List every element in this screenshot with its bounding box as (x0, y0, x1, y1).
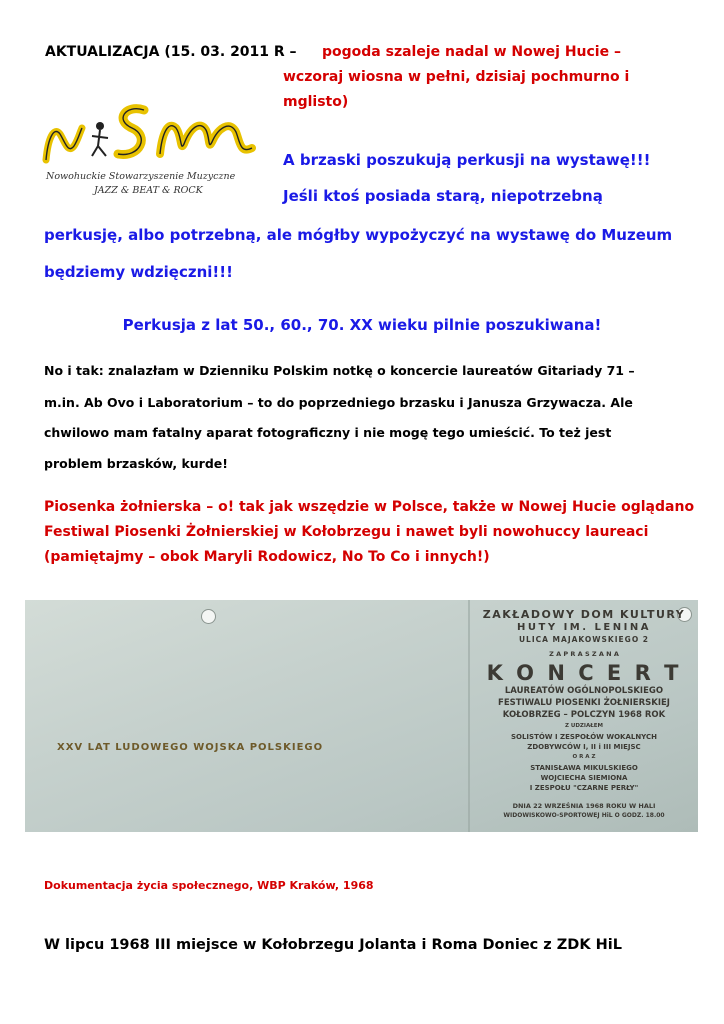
logo-association-name: Nowohuckie Stowarzyszenie Muzyczne (46, 171, 236, 182)
nsm-logo-graphic (40, 98, 272, 170)
paragraph-1-line-2: m.in. Ab Ovo i Laboratorium – to do poprzedniego brzasku i Janusza Grzywacza. Ale (44, 395, 633, 410)
nsm-logo (40, 98, 272, 202)
invitation-venue-time: WIDOWISKOWO-SPORTOWEJ HiL O GODZ. 18.00 (503, 812, 665, 819)
paragraph-2-line-2: Festiwal Piosenki Żołnierskiej w Kołobrzegu i nawet byli nowohuccy laureaci (44, 524, 649, 540)
update-date-label: AKTUALIZACJA (15. 03. 2011 R – (45, 44, 297, 60)
photo-caption: Dokumentacja życia społecznego, WBP Kraków, 1968 (44, 879, 374, 892)
appeal-line-3: perkusję, albo potrzebną, ale mógłby wypożyczyć na wystawę do Muzeum (44, 226, 673, 244)
invitation-guest-1: STANISŁAWA MIKULSKIEGO (530, 764, 638, 772)
weather-note-line-1: pogoda szaleje nadal w Nowej Hucie – (322, 44, 621, 60)
paragraph-1-line-1: No i tak: znalazłam w Dzienniku Polskim notkę o koncercie laureatów Gitariady 71 – (44, 363, 635, 378)
invitation-organizer: ZAKŁADOWY DOM KULTURY (482, 608, 686, 621)
invitation-organizer-2: HUTY IM. LENINA (517, 622, 651, 633)
paragraph-2-line-3: (pamiętajmy – obok Maryli Rodowicz, No To Co i innych!) (44, 549, 490, 565)
invitation-anniversary-text: XXV LAT LUDOWEGO WOJSKA POLSKIEGO (57, 742, 324, 753)
invitation-festival: FESTIWALU PIOSENKI ŻOŁNIERSKIEJ (498, 698, 670, 708)
invitation-with: Z UDZIAŁEM (565, 723, 603, 729)
paper-fold (468, 600, 470, 832)
invitation-laureates: LAUREATÓW OGÓLNOPOLSKIEGO (504, 686, 664, 696)
invitation-address: ULICA MAJAKOWSKIEGO 2 (518, 635, 650, 644)
appeal-headline: Perkusja z lat 50., 60., 70. XX wieku pilnie poszukiwana! (122, 316, 602, 334)
paragraph-2-line-1: Piosenka żołnierska – o! tak jak wszędzie w Polsce, także w Nowej Hucie oglądano (44, 499, 695, 515)
logo-genres: JAZZ & BEAT & ROCK (94, 185, 203, 196)
invitation-concert-title: K O N C E R T (486, 661, 682, 685)
appeal-line-4: będziemy wdzięczni!!! (44, 263, 233, 281)
appeal-line-1: A brzaski poszukują perkusji na wystawę!!! (283, 151, 651, 169)
invitation-soloists: SOLISTÓW I ZESPOŁÓW WOKALNYCH (510, 733, 657, 741)
concert-invitation-photo (25, 600, 698, 832)
invitation-and: O R A Z (572, 754, 596, 760)
paragraph-1-line-4: problem brzasków, kurde! (44, 456, 228, 471)
invitation-invites: Z A P R A S Z A N A (549, 650, 619, 658)
invitation-guest-2: WOJCIECHA SIEMIONA (540, 774, 628, 782)
paragraph-1-line-3: chwilowo mam fatalny aparat fotograficzny i nie mogę tego umieścić. To też jest (44, 425, 612, 440)
invitation-place-year: KOŁOBRZEG – POLCZYN 1968 ROK (502, 710, 666, 720)
weather-note-line-3: mglisto) (283, 94, 349, 110)
punch-hole-left (201, 609, 216, 624)
weather-note-line-2: wczoraj wiosna w pełni, dzisiaj pochmurno i (283, 69, 630, 85)
invitation-guest-3: I ZESPOŁU "CZARNE PERŁY" (529, 784, 639, 792)
invitation-winners: ZDOBYWCÓW I, II i III MIEJSC (527, 743, 641, 751)
appeal-line-2: Jeśli ktoś posiada starą, niepotrzebną (283, 187, 603, 205)
invitation-date: DNIA 22 WRZEŚNIA 1968 ROKU W HALI (512, 802, 656, 810)
bottom-note: W lipcu 1968 III miejsce w Kołobrzegu Jolanta i Roma Doniec z ZDK HiL (44, 937, 622, 953)
